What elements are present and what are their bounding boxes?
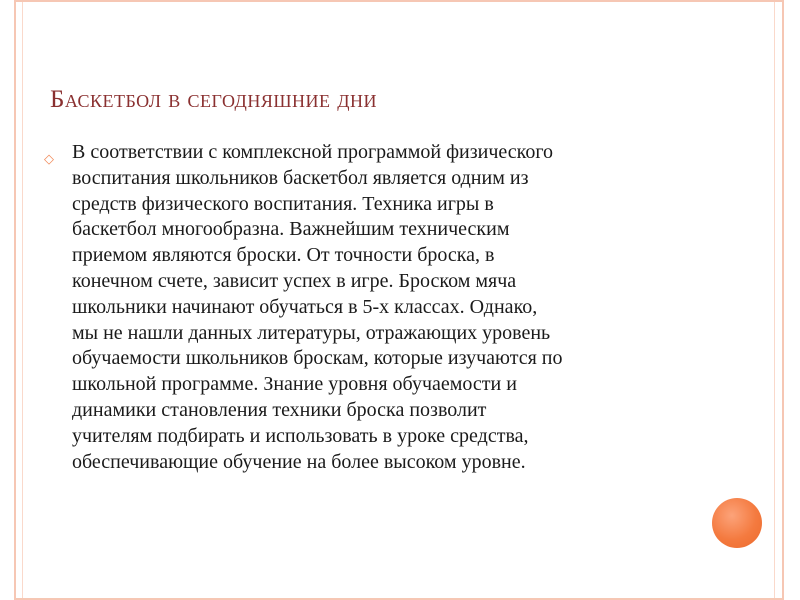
body-line: средств физического воспитания. Техника игры в: [72, 192, 494, 215]
body-line: обеспечивающие обучение на более высоком уровне.: [72, 450, 526, 473]
body-line: школьной программе. Знание уровня обучаемости и: [72, 373, 517, 396]
body-line: учителям подбирать и использовать в уроке средства,: [72, 424, 529, 447]
frame-top-line: [14, 0, 784, 2]
frame-right-line: [782, 0, 784, 600]
body-line: приемом являются броски. От точности броска, в: [72, 244, 495, 267]
hollow-diamond-bullet-icon: ◇: [44, 152, 54, 167]
frame-left-line: [14, 0, 16, 600]
orange-circle-decoration: [712, 498, 762, 548]
body-line: обучаемости школьников броскам, которые изучаются по: [72, 347, 563, 370]
body-line: динамики становления техники броска позволит: [72, 398, 487, 421]
slide-title: Баскетбол в сегодняшние дни: [50, 86, 378, 113]
body-line: мы не нашли данных литературы, отражающих уровень: [72, 321, 551, 344]
body-line: воспитания школьников баскетбол является одним из: [72, 166, 529, 189]
frame-right-inner-line: [774, 0, 775, 600]
body-line: конечном счете, зависит успех в игре. Броском мяча: [72, 269, 517, 292]
frame-left-inner-line: [22, 0, 23, 600]
body-paragraph: [72, 140, 697, 475]
body-line: школьники начинают обучаться в 5-х классах. Однако,: [72, 295, 538, 318]
body-line: баскетбол многообразна. Важнейшим техническим: [72, 218, 510, 241]
body-line: В соответствии с комплексной программой физического: [72, 141, 554, 163]
